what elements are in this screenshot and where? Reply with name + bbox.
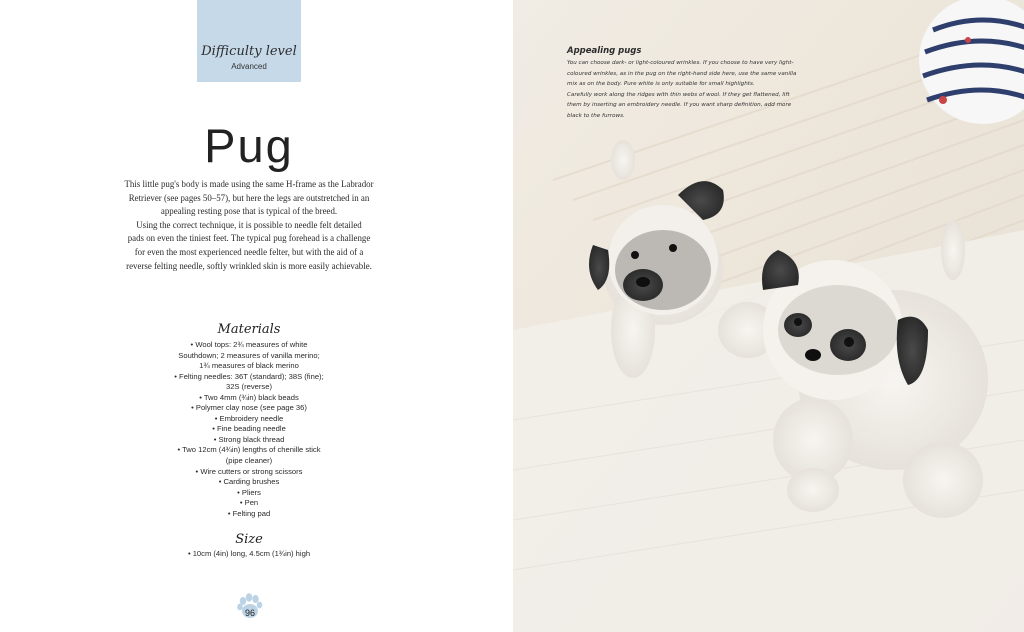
size-value: • 10cm (4in) long, 4.5cm (1¾in) high [187, 549, 311, 558]
intro-line: Using the correct technique, it is possible to needle felt detailed [136, 219, 362, 230]
materials-item: • Fine beading needle [212, 424, 286, 434]
materials-heading: Materials [217, 322, 281, 337]
materials-item: • Wire cutters or strong scissors [195, 466, 303, 476]
materials-item: • Polymer clay nose (see page 36) [191, 403, 307, 413]
materials-item: • Felting needles: 36T (standard); 38S (fine); [174, 371, 324, 381]
materials-item: Southdown; 2 measures of vanilla merino; [178, 350, 320, 360]
intro-line: reverse felting needle, softly wrinkled skin is more easily achievable. [126, 260, 372, 271]
materials-item: • Strong black thread [213, 434, 285, 444]
caption-line: mix as on the body. Pure white is only suitable for small highlights. [567, 81, 755, 87]
page-number: 96 [244, 608, 255, 618]
caption-line: You can choose dark- or light-coloured wrinkles. If you choose to have very light- [567, 60, 794, 66]
materials-item: • Pliers [237, 487, 261, 497]
materials-item: 1¾ measures of black merino [199, 361, 299, 371]
intro-line: for even the most experienced needle felter, but with the aid of a [134, 246, 364, 257]
materials-item: • Embroidery needle [214, 413, 284, 423]
difficulty-value: Advanced [231, 62, 267, 71]
intro-line: appealing resting pose that is typical of the breed. [160, 206, 338, 217]
caption-body [567, 58, 819, 121]
page-title: Pug [204, 119, 294, 172]
intro-line: Retriever (see pages 50–57), but here the legs are outstretched in an [128, 192, 370, 203]
materials-item: • Carding brushes [218, 477, 280, 487]
caption-line: black to the furrows. [567, 112, 625, 119]
materials-item: • Wool tops: 2¾ measures of white [190, 340, 308, 349]
size-heading: Size [235, 532, 263, 547]
materials-item: • Two 12cm (4¾in) lengths of chenille stick [177, 445, 321, 455]
intro-paragraph [112, 178, 386, 273]
difficulty-title: Difficulty level [201, 44, 297, 59]
intro-line: This little pug's body is made using the same H-frame as the Labrador [124, 179, 374, 189]
materials-item: (pipe cleaner) [225, 456, 273, 466]
caption-title: Appealing pugs [567, 46, 642, 56]
caption-line: Carefully work along the ridges with thin webs of wool. If they get flattened, lift [567, 91, 790, 98]
materials-item: • Two 4mm (¾in) black beads [199, 392, 299, 402]
materials-list [165, 340, 333, 519]
intro-line: pads on even the tiniest feet. The typical pug forehead is a challenge [127, 233, 371, 244]
difficulty-badge [197, 0, 301, 82]
caption-line: coloured wrinkles, as in the pug on the right-hand side here, use the same vanilla [567, 70, 797, 77]
caption-line: them by inserting an embroidery needle. If you want sharp definition, add more [567, 102, 792, 108]
materials-item: • Felting pad [227, 508, 271, 518]
materials-item: • Pen [239, 498, 259, 508]
materials-item: 32S (reverse) [225, 382, 272, 392]
